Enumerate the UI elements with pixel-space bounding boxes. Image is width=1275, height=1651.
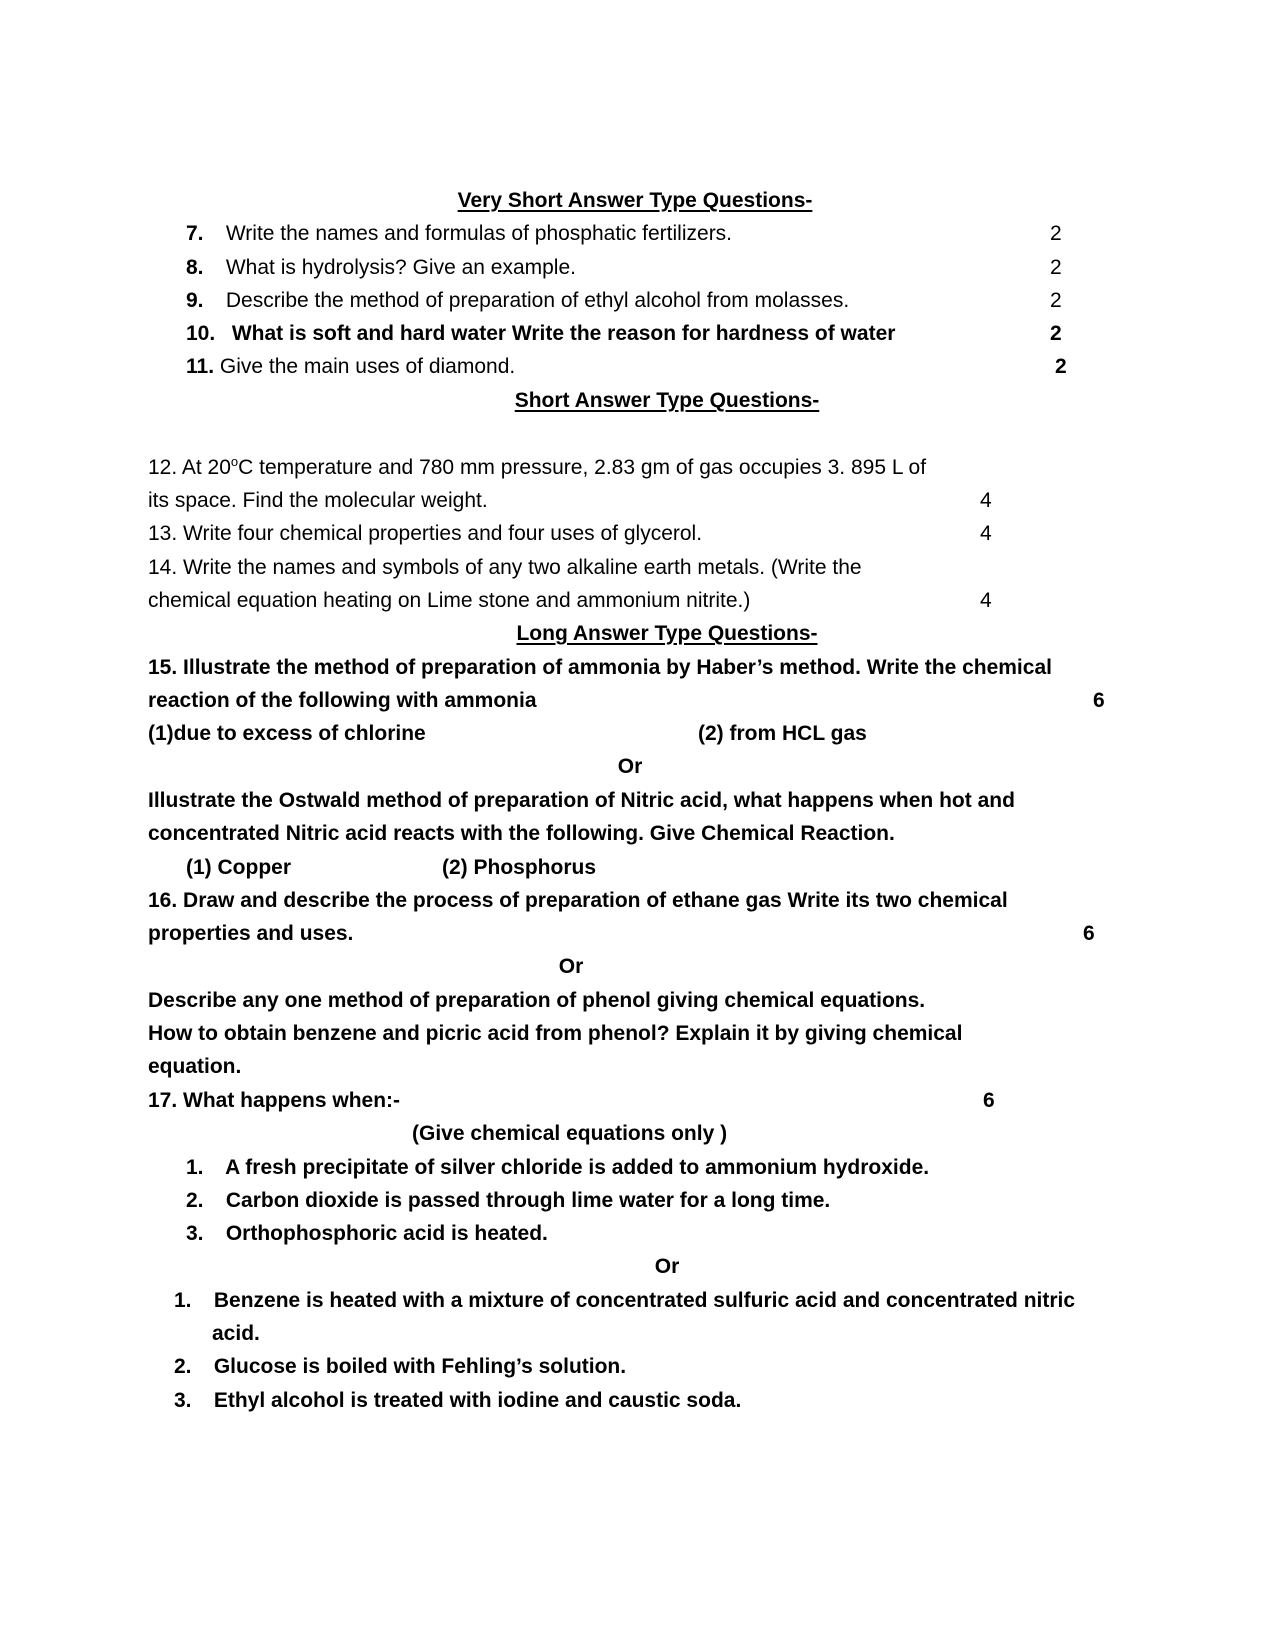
question-17: 17. What happens when:- [148,1089,401,1112]
question-text: What is hydrolysis? Give an example. [225,256,576,279]
question-16-line-1: 16. Draw and describe the process of preparation of ethane gas Write its two chemical [148,889,1008,912]
item-number: 2. [174,1355,192,1378]
item-text: A fresh precipitate of silver chloride is added to ammonium hydroxide. [225,1156,930,1179]
or-divider-2: Or [558,955,584,978]
question-17-item-1 [186,1157,929,1178]
degree-mark: o [230,454,239,469]
question-15-alt-option-2: (2) Phosphorus [442,856,597,879]
question-16-alt-line-1: Describe any one method of preparation of phenol giving chemical equations. [148,989,926,1012]
question-12-marks: 4 [980,489,992,512]
item-number: 1. [186,1156,204,1179]
question-13-marks: 4 [980,522,992,545]
or-divider-3: Or [654,1255,680,1278]
long-heading: Long Answer Type Questions- [516,622,818,645]
question-17-item-2 [186,1190,830,1211]
question-number: 9. [186,289,204,312]
question-text: Give the main uses of diamond. [219,355,516,378]
question-9-marks: 2 [1050,289,1062,312]
very-short-heading: Very Short Answer Type Questions- [457,189,813,212]
question-8-marks: 2 [1050,256,1062,279]
question-text: Write the names and formulas of phosphatic fertilizers. [225,222,733,245]
question-12-line-2: its space. Find the molecular weight. [148,489,488,512]
question-14-marks: 4 [980,589,992,612]
question-15-alt-option-1: (1) Copper [186,856,291,879]
question-16-alt-line-2: How to obtain benzene and picric acid from phenol? Explain it by giving chemical [148,1022,963,1045]
item-text: Glucose is boiled with Fehling’s solution. [213,1355,627,1378]
question-17-item-3 [186,1223,548,1244]
question-16-marks: 6 [1083,922,1095,945]
question-15-option-2: (2) from HCL gas [698,722,867,745]
item-text: Ethyl alcohol is treated with iodine and caustic soda. [213,1389,742,1412]
question-15-marks: 6 [1093,689,1105,712]
question-17-note: (Give chemical equations only ) [412,1122,728,1145]
question-17-alt-item-1-cont: acid. [212,1322,260,1345]
question-17-alt-item-2 [174,1356,626,1377]
question-8 [186,257,576,278]
item-text: Orthophosphoric acid is heated. [225,1222,548,1245]
question-7-marks: 2 [1050,222,1062,245]
question-7 [186,223,732,244]
question-17-alt-item-3 [174,1390,741,1411]
question-11-marks: 2 [1055,355,1067,378]
short-heading: Short Answer Type Questions- [514,389,820,412]
question-10 [186,323,895,344]
question-15-line-1: 15. Illustrate the method of preparation of ammonia by Haber’s method. Write the chemical [148,656,1052,679]
question-13: 13. Write four chemical properties and four uses of glycerol. [148,522,703,545]
question-number: 11. [186,355,215,378]
question-12-text-b: C temperature and 780 mm pressure, 2.83 gm of gas occupies 3. 895 L of [238,456,927,479]
question-12-line-1 [148,454,927,479]
item-text: Benzene is heated with a mixture of concentrated sulfuric acid and concentrated nitric [213,1289,1076,1312]
question-15-line-2: reaction of the following with ammonia [148,689,537,712]
question-text: Describe the method of preparation of ethyl alcohol from molasses. [225,289,850,312]
item-number: 2. [186,1189,204,1212]
item-number: 3. [186,1222,204,1245]
item-number: 3. [174,1389,192,1412]
question-15-alt-line-1: Illustrate the Ostwald method of preparation of Nitric acid, what happens when hot and [148,789,1015,812]
question-15-alt-line-2: concentrated Nitric acid reacts with the following. Give Chemical Reaction. [148,822,895,845]
question-15-option-1: (1)due to excess of chlorine [148,722,426,745]
item-text: Carbon dioxide is passed through lime water for a long time. [225,1189,831,1212]
question-17-alt-item-1 [174,1290,1075,1311]
question-17-marks: 6 [983,1089,995,1112]
question-number: 7. [186,222,204,245]
question-number: 10. [186,322,216,345]
question-number: 8. [186,256,204,279]
question-11 [186,356,515,377]
question-14-line-1: 14. Write the names and symbols of any two alkaline earth metals. (Write the [148,556,862,579]
question-16-alt-line-3: equation. [148,1055,242,1078]
question-10-marks: 2 [1050,322,1062,345]
question-text: What is soft and hard water Write the reason for hardness of water [231,322,896,345]
question-14-line-2: chemical equation heating on Lime stone and ammonium nitrite.) [148,589,751,612]
question-12-text-a: 12. At 20 [148,456,231,479]
question-9 [186,290,849,311]
item-number: 1. [174,1289,192,1312]
question-16-line-2: properties and uses. [148,922,354,945]
or-divider-1: Or [617,755,643,778]
